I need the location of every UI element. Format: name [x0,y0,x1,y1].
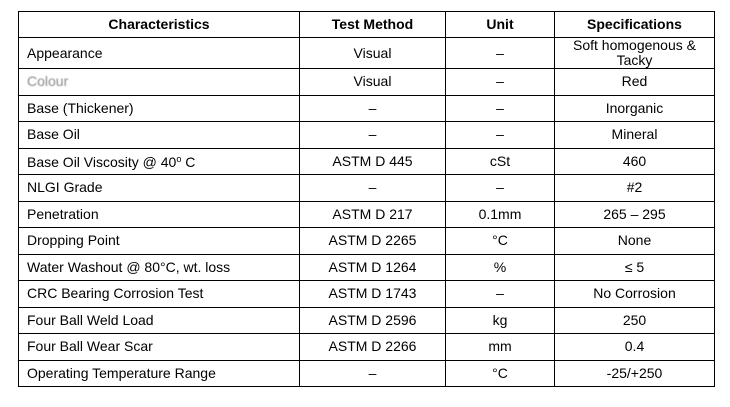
unit-cell: °C [446,360,555,387]
table-row [19,38,715,69]
table-row [19,148,715,175]
test-method-cell: ASTM D 2596 [300,307,446,334]
characteristic-cell: Four Ball Weld Load [19,307,300,334]
characteristic-cell: Base (Thickener) [19,95,300,122]
test-method-cell: Visual [300,69,446,96]
table-row [19,307,715,334]
header-test-method: Test Method [300,12,446,38]
table-row [19,69,715,96]
characteristic-cell: Penetration [19,201,300,228]
header-characteristics: Characteristics [19,12,300,38]
specification-cell: 265 – 295 [555,201,715,228]
characteristic-cell: CRC Bearing Corrosion Test [19,281,300,308]
characteristic-cell: NLGI Grade [19,175,300,202]
unit-cell: kg [446,307,555,334]
test-method-cell: ASTM D 445 [300,148,446,175]
test-method-cell: ASTM D 217 [300,201,446,228]
unit-cell: °C [446,228,555,255]
table-row [19,254,715,281]
unit-cell: – [446,69,555,96]
specification-cell: Soft homogenous & Tacky [555,38,715,69]
table-header-row [19,12,715,38]
test-method-cell: ASTM D 1264 [300,254,446,281]
specifications-table [18,11,715,387]
test-method-cell: – [300,95,446,122]
test-method-cell: ASTM D 2266 [300,334,446,361]
specification-cell: Inorganic [555,95,715,122]
characteristic-unit-text: C [181,154,196,171]
specification-cell: Red [555,69,715,96]
specification-cell: No Corrosion [555,281,715,308]
table-row [19,122,715,149]
specification-cell: #2 [555,175,715,202]
table-row [19,228,715,255]
header-specifications: Specifications [555,12,715,38]
unit-cell: – [446,175,555,202]
unit-cell: % [446,254,555,281]
unit-cell: cSt [446,148,555,175]
specification-cell: 0.4 [555,334,715,361]
unit-cell: – [446,38,555,69]
characteristic-cell: Colour [19,69,300,96]
characteristic-cell: Operating Temperature Range [19,360,300,387]
characteristic-cell: Dropping Point [19,228,300,255]
unit-cell: – [446,281,555,308]
test-method-cell: – [300,122,446,149]
specification-cell: None [555,228,715,255]
table-row [19,281,715,308]
unit-cell: – [446,95,555,122]
degree-superscript: o [176,154,182,165]
test-method-cell: Visual [300,38,446,69]
table-row [19,95,715,122]
characteristic-cell: Base Oil [19,122,300,149]
unit-cell: mm [446,334,555,361]
unit-cell: 0.1mm [446,201,555,228]
test-method-cell: ASTM D 2265 [300,228,446,255]
characteristic-cell [19,148,300,175]
test-method-cell: ASTM D 1743 [300,281,446,308]
specification-cell: 460 [555,148,715,175]
table-row [19,334,715,361]
characteristic-cell: Water Washout @ 80°C, wt. loss [19,254,300,281]
test-method-cell: – [300,175,446,202]
table-row [19,360,715,387]
unit-cell: – [446,122,555,149]
test-method-cell: – [300,360,446,387]
specification-cell: Mineral [555,122,715,149]
specification-cell: 250 [555,307,715,334]
characteristic-cell: Appearance [19,38,300,69]
characteristic-cell: Four Ball Wear Scar [19,334,300,361]
table-row [19,175,715,202]
specification-cell: -25/+250 [555,360,715,387]
header-unit: Unit [446,12,555,38]
table-row [19,201,715,228]
specification-cell: ≤ 5 [555,254,715,281]
characteristic-text: Base Oil Viscosity @ 40 [27,154,177,171]
